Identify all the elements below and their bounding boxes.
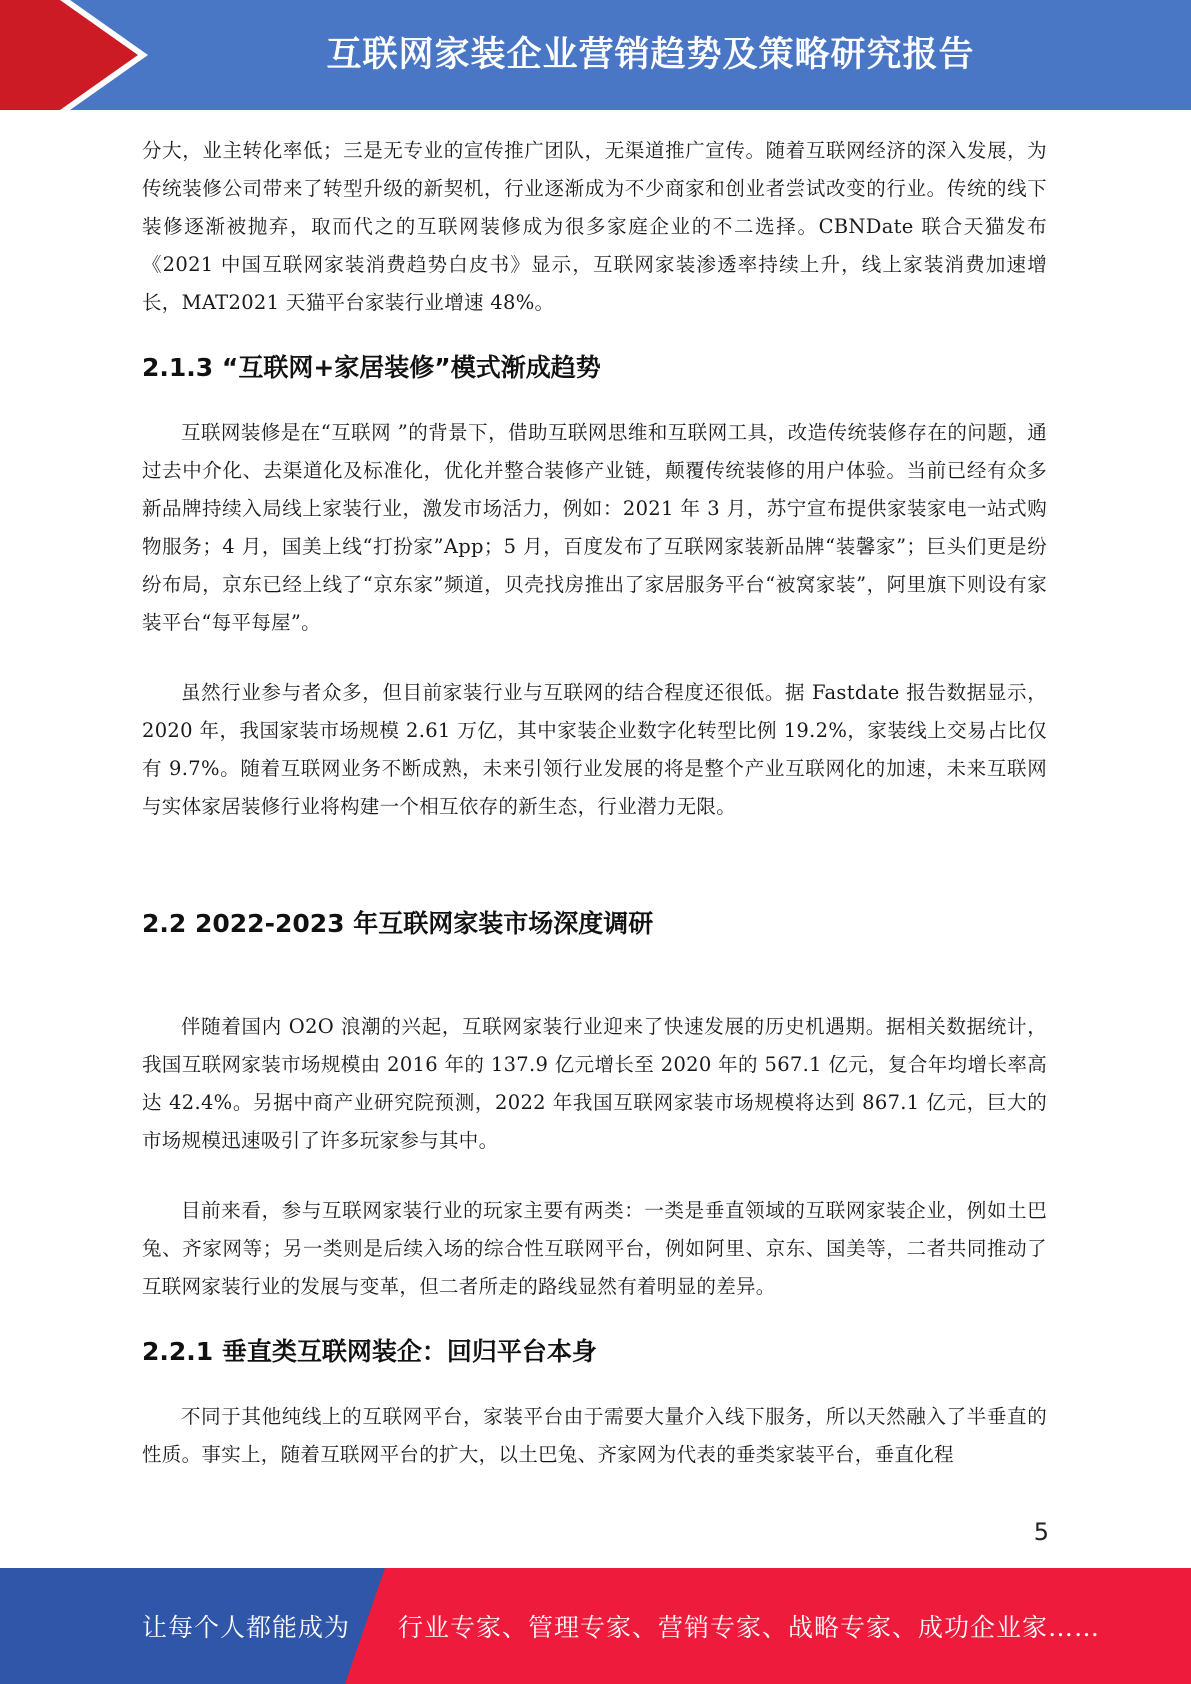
header-title: 互联网家装企业营销趋势及策略研究报告 — [326, 35, 975, 75]
page-footer — [0, 1568, 1191, 1684]
paragraph: 伴随着国内 O2O 浪潮的兴起，互联网家装行业迎来了快速发展的历史机遇期。据相关数据统计，我国互联网家装市场规模由 2016 年的 137.9 亿元增长至 2020 年的 567.1 亿元，复合年均增长率高达 42.4%。另据中商产业研究院预测，2022 年我国互联网家装市场规模将达到 867.1 亿元，巨大的市场规模迅速吸引了许多玩家参与其中。 — [142, 1015, 1047, 1152]
footer-slogan-left: 让每个人都能成为 — [142, 1613, 351, 1642]
page-number: 5 — [1033, 1518, 1049, 1546]
document-body — [142, 132, 1047, 1474]
paragraph: 分大，业主转化率低；三是无专业的宣传推广团队，无渠道推广宣传。随着互联网经济的深入发展，为传统装修公司带来了转型升级的新契机，行业逐渐成为不少商家和创业者尝试改变的行业。传统的线下装修逐渐被抛弃，取而代之的互联网装修成为很多家庭企业的不二选择。CBNDate 联合天猫发布《2021 中国互联网家装消费趋势白皮书》显示，互联网家装渗透率持续上升，线上家装消费加速增长，MAT2021 天猫平台家装行业增速 48%。 — [142, 139, 1047, 314]
section-heading-2-2: 2.2 2022-2023 年互联网家装市场深度调研 — [142, 909, 654, 938]
section-heading-2-1-3: 2.1.3 “互联网+家居装修”模式渐成趋势 — [142, 353, 601, 382]
paragraph: 不同于其他纯线上的互联网平台，家装平台由于需要大量介入线下服务，所以天然融入了半垂直的性质。事实上，随着互联网平台的扩大，以土巴兔、齐家网为代表的垂类家装平台，垂直化程 — [142, 1405, 1047, 1466]
footer-slogan-right: 行业专家、管理专家、营销专家、战略专家、成功企业家…… — [398, 1613, 1101, 1642]
paragraph: 目前来看，参与互联网家装行业的玩家主要有两类：一类是垂直领域的互联网家装企业，例如土巴兔、齐家网等；另一类则是后续入场的综合性互联网平台，例如阿里、京东、国美等，二者共同推动了互联网家装行业的发展与变革，但二者所走的路线显然有着明显的差异。 — [142, 1199, 1047, 1298]
page-header — [0, 0, 1191, 110]
section-heading-2-2-1: 2.2.1 垂直类互联网装企：回归平台本身 — [142, 1337, 597, 1366]
paragraph: 互联网装修是在“互联网 ”的背景下，借助互联网思维和互联网工具，改造传统装修存在的问题，通过去中介化、去渠道化及标准化，优化并整合装修产业链，颠覆传统装修的用户体验。当前已经有众多新品牌持续入局线上家装行业，激发市场活力，例如：2021 年 3 月，苏宁宣布提供家装家电一站式购物服务；4 月，国美上线“打扮家”App；5 月，百度发布了互联网家装新品牌“装馨家”；巨头们更是纷纷布局，京东已经上线了“京东家”频道，贝壳找房推出了家居服务平台“被窝家装”，阿里旗下则设有家装平台“每平每屋”。 — [142, 421, 1047, 634]
paragraph: 虽然行业参与者众多，但目前家装行业与互联网的结合程度还很低。据 Fastdate 报告数据显示，2020 年，我国家装市场规模 2.61 万亿，其中家装企业数字化转型比例 19.2%，家装线上交易占比仅有 9.7%。随着互联网业务不断成熟，未来引领行业发展的将是整个产业互联网化的加速，未来互联网与实体家居装修行业将构建一个相互依存的新生态，行业潜力无限。 — [142, 681, 1047, 818]
